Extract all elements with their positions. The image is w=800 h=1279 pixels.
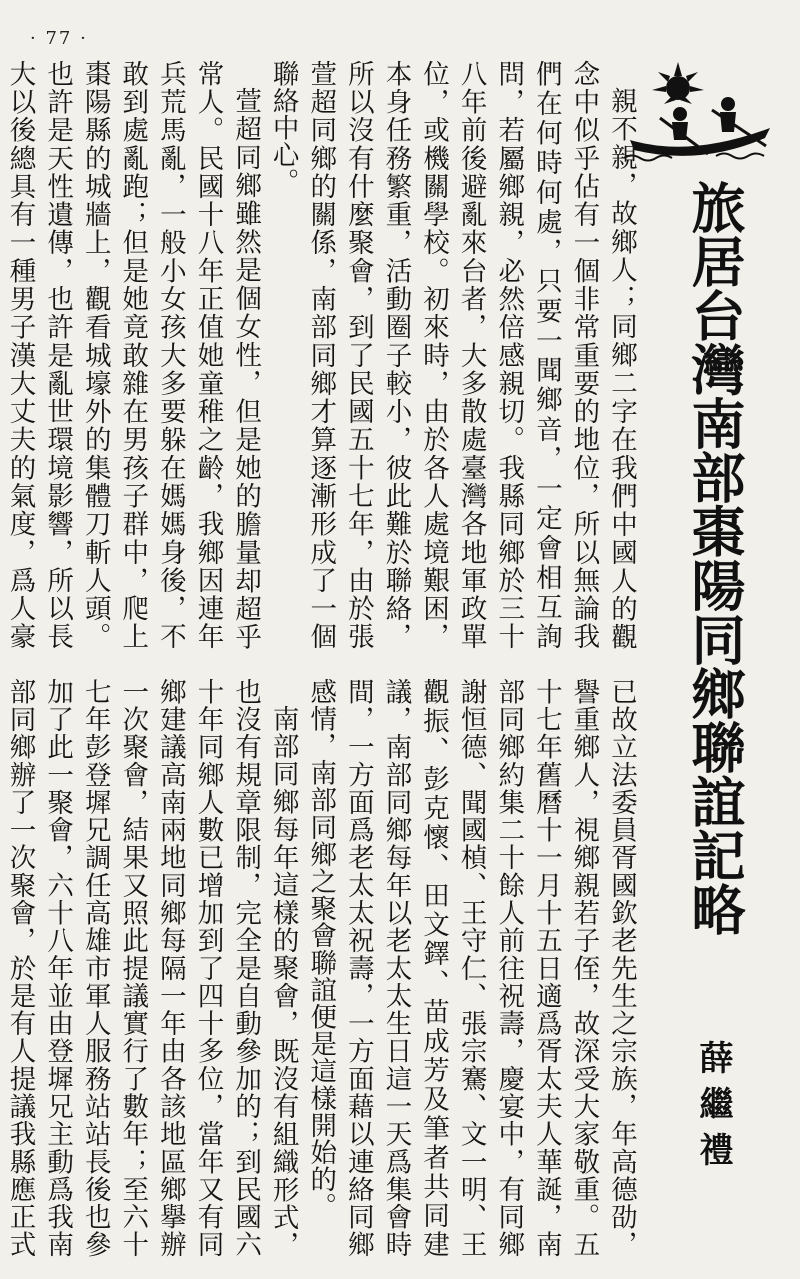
page-number: · 77 · xyxy=(30,28,88,49)
lower-text-section xyxy=(4,678,640,1258)
paragraph: 萱超同鄉雖然是個女性，但是她的膽量却超乎常人。民國十八年正值她童稚之齡，我鄉因連年兵荒馬亂，一般小女孩大多要躲在媽媽身後，不敢到處亂跑；但是她竟敢雜在男孩子群中，爬上棗陽縣的城牆上，觀看城壕外的集體刀斬人頭。也許是天性遺傳，也許是亂世環境影響，所以長大以後總具有一種男子漢大丈夫的氣度，爲人豪 xyxy=(4,60,262,650)
paragraph: 親不親，故鄉人；同鄉二字在我們中國人的觀念中似乎佔有一個非常重要的地位，所以無論我們在何時何處，只要一聞鄉音，一定會相互詢問，若屬鄉親，必然倍感親切。我縣同鄉於三十八年前後避亂來台者，大多散處臺灣各地軍政單位，或機關學校。初來時，由於各人處境艱困，本身任務繁重，活動圈子較小，彼此難於聯絡，所以沒有什麼聚會，到了民國五十七年，由於張萱超同鄉的關係，南部同鄉才算逐漸形成了一個聯絡中心。 xyxy=(267,60,637,650)
rowing-boat-illustration xyxy=(620,58,780,172)
paragraph: 已故立法委員胥國欽老先生之宗族，年高德劭，譽重鄉人，視鄉親若子侄，故深受大家敬重。五十七年舊曆十一月十五日適爲胥太夫人華誕，南部同鄉約集二十餘人前往祝壽，慶宴中，有同鄉謝恒德、聞國楨、王守仁、張宗騫、文一明、王觀振、彭克懷、田文鐸、苗成芳及筆者共同建議，南部同鄉每年以老太太生日這一天爲集會時間，一方面爲老太太祝壽，一方面藉以連絡同鄉感情，南部同鄉之聚會聯誼便是這樣開始的。 xyxy=(305,678,637,1258)
upper-text-section xyxy=(4,60,640,650)
author-name: 薛繼禮 xyxy=(693,1040,733,1178)
paragraph: 南部同鄉每年這樣的聚會，既沒有組織形式，也沒有規章限制，完全是自動參加的；到民國六十年同鄉人數已增加到了四十多位，當年又有同鄉建議高南兩地同鄉每隔一年由各該地區鄉擧辦一次聚會，結果又照此提議實行了數年；至六十七年彭登墀兄調任高雄市軍人服務站站長後也參加了此一聚會，六十八年並由登墀兄主動爲我南部同鄉辦了一次聚會，於是有人提議我縣應正式 xyxy=(4,678,299,1258)
article-title: 旅居台灣南部棗陽同鄉聯誼記略 xyxy=(683,180,746,936)
